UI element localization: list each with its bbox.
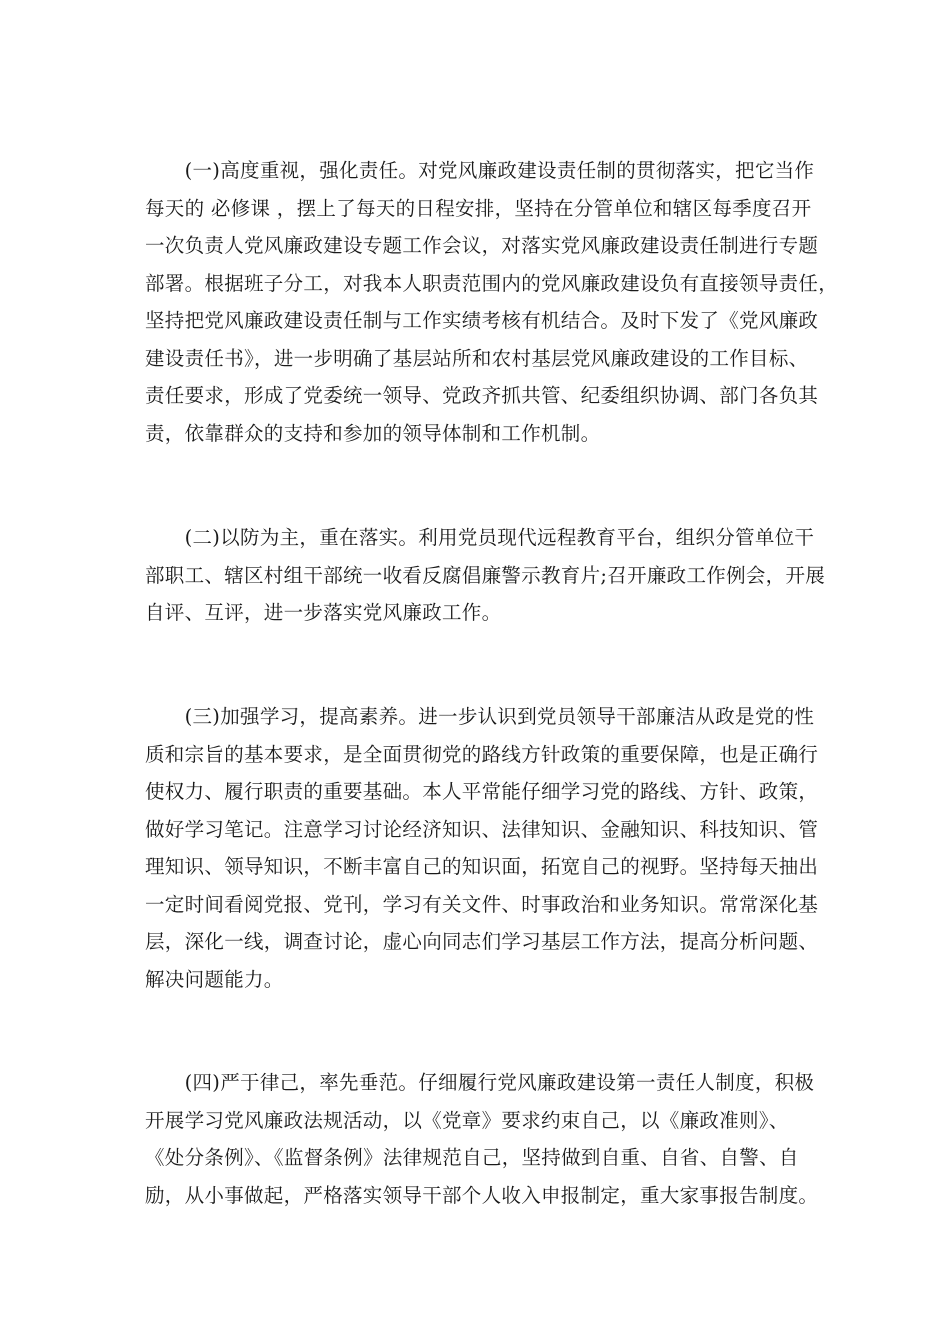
paragraph-line: 每天的 必修课 ，摆上了每天的日程安排，坚持在分管单位和辖区每季度召开 [145, 196, 812, 220]
paragraph-line: 做好学习笔记。注意学习讨论经济知识、法律知识、金融知识、科技知识、管 [145, 817, 819, 841]
paragraph-line: 责，依靠群众的支持和参加的领导体制和工作机制。 [145, 421, 601, 445]
paragraph-line: 部职工、辖区村组干部统一收看反腐倡廉警示教育片;召开廉政工作例会，开展 [145, 563, 826, 587]
paragraph-line: 理知识、领导知识，不断丰富自己的知识面，拓宽自己的视野。坚持每天抽出 [145, 855, 819, 878]
paragraph-line: 质和宗旨的基本要求，是全面贯彻党的路线方针政策的重要保障，也是正确行 [145, 742, 819, 766]
paragraph-line: (二)以防为主，重在落实。利用党员现代远程教育平台，组织分管单位干 [145, 526, 815, 549]
paragraph-1 [145, 152, 839, 452]
paragraph-line: 建设责任书》，进一步明确了基层站所和农村基层党风廉政建设的工作目标、 [145, 346, 809, 370]
paragraph-line: (三)加强学习，提高素养。进一步认识到党员领导干部廉洁从政是党的性 [145, 705, 815, 728]
paragraph-4 [145, 1064, 819, 1214]
paragraph-line: 层，深化一线，调查讨论，虚心向同志们学习基层工作方法，提高分析问题、 [145, 930, 819, 953]
paragraph-line: 一定时间看阅党报、党刊，学习有关文件、时事政治和业务知识。常常深化基 [145, 892, 819, 916]
paragraph-line: 开展学习党风廉政法规活动，以《党章》要求约束自己，以《廉政准则》、 [145, 1108, 789, 1132]
paragraph-line: 责任要求，形成了党委统一领导、党政齐抓共管、纪委组织协调、部门各负其 [145, 384, 819, 407]
paragraph-line: (一)高度重视，强化责任。对党风廉政建设责任制的贯彻落实，把它当作 [145, 159, 815, 182]
paragraph-3 [145, 698, 819, 998]
paragraph-line: (四)严于律己，率先垂范。仔细履行党风廉政建设第一责任人制度，积极 [145, 1071, 815, 1094]
paragraph-line: 使权力、履行职责的重要基础。本人平常能仔细学习党的路线、方针、政策， [145, 780, 819, 803]
paragraph-line: 励，从小事做起，严格落实领导干部个人收入申报制定，重大家事报告制度。 [145, 1183, 819, 1207]
paragraph-line: 自评、互评，进一步落实党风廉政工作。 [145, 601, 502, 624]
paragraph-line: 部署。根据班子分工，对我本人职责范围内的党风廉政建设负有直接领导责任， [145, 271, 839, 295]
paragraph-2 [145, 519, 826, 632]
paragraph-line: 解决问题能力。 [145, 967, 284, 991]
paragraph-line: 坚持把党风廉政建设责任制与工作实绩考核有机结合。及时下发了《党风廉政 [145, 309, 819, 332]
paragraph-line: 《处分条例》、《监督条例》法律规范自己，坚持做到自重、自省、自警、自 [145, 1146, 799, 1169]
paragraph-line: 一次负责人党风廉政建设专题工作会议，对落实党风廉政建设责任制进行专题 [145, 234, 819, 257]
